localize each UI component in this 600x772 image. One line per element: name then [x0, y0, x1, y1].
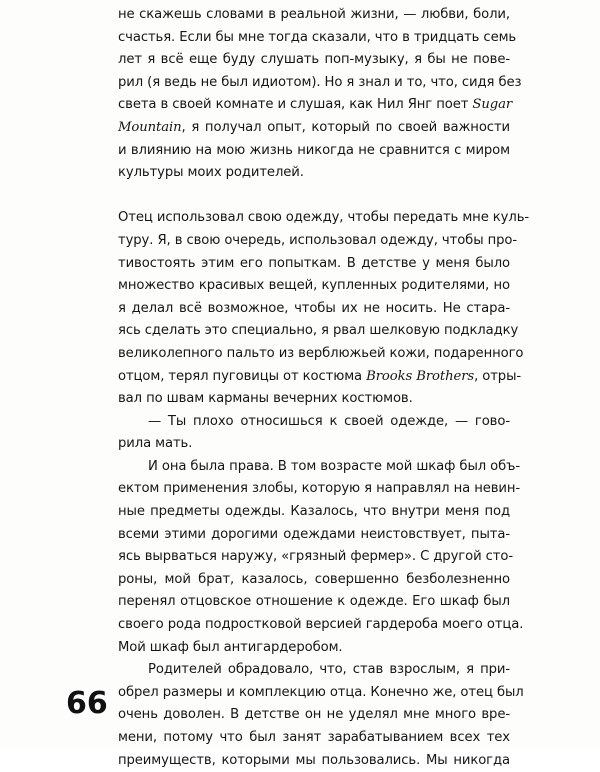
text-line: рила мать. [118, 436, 193, 452]
text-segment: , я получал опыт, который по своей важности [181, 119, 510, 135]
text-line: Мой шкаф был антигардеробом. [118, 639, 343, 655]
text-line: перенял отцовское отношение к одежде. Его шкаф был [118, 594, 510, 610]
text-line: не скажешь словами в реальной жизни, — любви, боли, [118, 7, 510, 22]
text-line: и влиянию на мою жизнь никогда не сравнится с миром [118, 142, 510, 158]
text-line: множество красивых вещей, купленных родителями, но [118, 278, 510, 294]
text-line: роны, мой брат, казалось, совершенно безболезненно [118, 571, 510, 587]
text-line: рил (я ведь не был идиотом). Но я знал и то, что, сидя без [118, 74, 522, 90]
text-line: ясь вырваться наружу, «грязный фермер». С другой сто- [118, 549, 514, 565]
text-line: мени, потому что был занят зарабатыванием всех тех [118, 730, 510, 745]
text-line: туру. Я, в свою очередь, использовал одежду, чтобы про- [118, 232, 518, 248]
text-line: очень доволен. В детстве он не уделял мне много вре- [118, 707, 510, 723]
text-line [118, 117, 510, 140]
song-title-italic: Mountain [118, 119, 182, 135]
page-number: 66 [66, 686, 108, 721]
text-line: И она была права. В том возрасте мой шкаф был объ- [148, 458, 521, 474]
text-line: всеми этими дорогими одеждами неистовствует, пыта- [118, 526, 510, 542]
paragraph-break [118, 185, 510, 208]
text-line: Родителей обрадовало, что, став взрослым, я при- [148, 662, 510, 678]
text-segment: отцом, терял пуговицы от костюма [118, 368, 367, 384]
text-segment: , отры- [474, 368, 522, 384]
text-line: культуры моих родителей. [118, 165, 304, 181]
text-line: лет я всё еще буду слушать поп-музыку, я бы не пове- [118, 52, 510, 68]
song-title-italic: Sugar [472, 97, 513, 113]
text-line: счастья. Если бы мне тогда сказали, что в тридцать семь [118, 29, 517, 45]
text-line: Отец использовал свою одежду, чтобы передать мне куль- [118, 210, 530, 226]
text-line: тивостоять этим его попыткам. В детстве у меня было [118, 255, 510, 271]
body-text [118, 4, 530, 772]
text-line: великолепного пальто из верблюжьей кожи, подаренного [118, 345, 524, 361]
text-line: ектом применения злобы, которую я направлял на невин- [118, 481, 521, 497]
text-line: ные предметы одежды. Казалось, что внутри меня под [118, 504, 510, 520]
brand-name-italic: Brooks Brothers [366, 368, 475, 384]
text-line: преимуществ, которыми мы пользовались. Мы никогда [118, 752, 510, 768]
text-line: я делал всё возможное, чтобы их не носить. Не стара- [118, 300, 510, 316]
text-line: обрел размеры и комплекцию отца. Конечно же, отец был [118, 684, 524, 700]
text-line [118, 94, 513, 117]
text-line: — Ты плохо относишься к своей одежде, — гово- [148, 413, 510, 429]
text-segment: света в своей комнате и слушая, как Нил Янг поет [118, 97, 473, 113]
text-line: своего рода подростковой версией гардероба моего отца. [118, 617, 524, 633]
text-line: ясь сделать это специально, я рвал шелковую подкладку [118, 323, 519, 339]
text-line: вал по швам карманы вечерних костюмов. [118, 391, 413, 407]
text-line [118, 366, 522, 389]
